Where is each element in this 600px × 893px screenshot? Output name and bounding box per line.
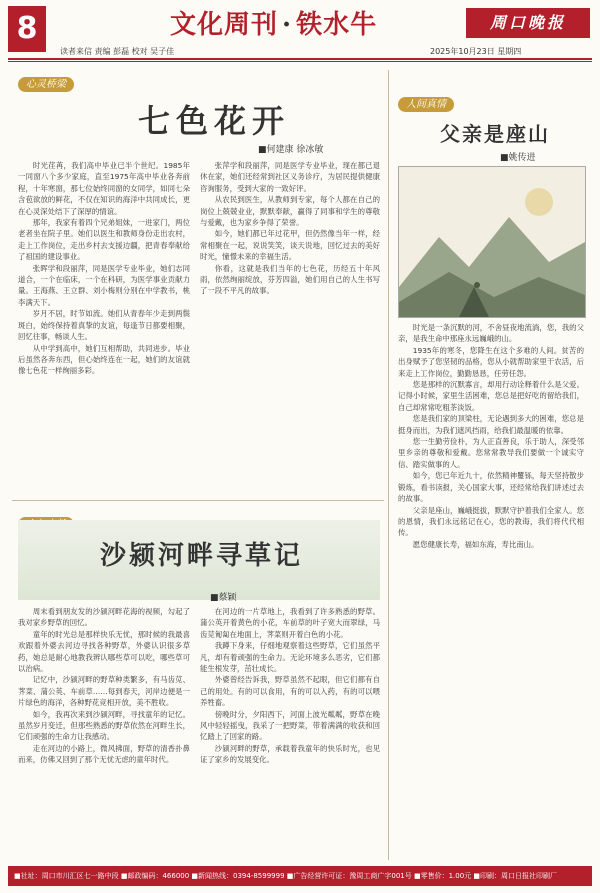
header-rule-thin (8, 61, 592, 62)
paper-logo: 周口晚报 (466, 8, 590, 38)
article1-p6: 张萍学和段丽萍，同是医学专业毕业，现在都已退休在家，她们还经常到社区义务诊疗，为居民提供健康咨询服务，受到大家的一致好评。 (200, 161, 380, 193)
page-number: 8 (8, 6, 46, 52)
article2-byline: ■蔡颖 (210, 593, 237, 603)
article2-p6: 在河边的一片草地上，我看到了许多熟悉的野草。蒲公英开着黄色的小花，车前草的叶子宽大而翠绿，马齿苋匍匐在地面上，荠菜则开着白色的小花。 (200, 607, 380, 639)
article3-tag (398, 92, 454, 111)
article2-p10: 沙颍河畔的野草，承载着我童年的快乐时光，也见证了家乡的发展变化。 (200, 743, 380, 765)
article1-p1: 时光荏苒，我们高中毕业已半个世纪。1985年一同窗八个多少家庭，直至1975年高中毕业各奔前程，十年寒窗，那七位始终同窗的女同学，如同七朵含苞欲放的鲜花，不仅在知识的海洋中共同成长，更在心灵深处结下了深厚的情谊。 (18, 161, 190, 216)
column-divider (388, 70, 389, 860)
article3-body (398, 322, 584, 862)
article1-body-col2 (200, 160, 380, 495)
article1-p3: 张晖学和段丽萍，同是医学专业毕业，她们志同道合，一个在临床，一个在科研，为医学事业贡献力量。王海燕、王立群、刘小梅则分别在中学教书，桃李满天下。 (18, 263, 190, 307)
article3-p5: 您一生勤劳俭朴，为人正直善良，乐于助人，深受邻里乡亲的尊敬和爱戴。您常常教导我们要做一个诚实守信、踏实做事的人。 (398, 437, 584, 469)
article3-illustration (398, 166, 586, 318)
section-title-left: 文化周刊 (170, 10, 279, 40)
mountain-illustration-icon (399, 167, 585, 317)
article3-p4: 您是我们家的顶梁柱，无论遇到多大的困难，您总是挺身而出，为我们遮风挡雨，给我们最温暖的依靠。 (398, 414, 584, 435)
article3-column-tag: 人间真情 (398, 97, 454, 112)
article1-p2: 那年，我家有着四个兄弟姐妹，一进家门，两位老者坐在院子里。她们以医生和教师身份走出农村，走上工作岗位，走出乡村去支援边疆，把青春奉献给了祖国的建设事业。 (18, 218, 190, 262)
article3-title: 父亲是座山 (440, 122, 550, 146)
article1-tag (18, 72, 74, 91)
article2-title: 沙颍河畔寻草记 (100, 541, 304, 571)
article3-p8: 愿您健康长寿，福如东海，寿比南山。 (412, 539, 539, 549)
section-title-right: 铁水牛 (296, 10, 378, 40)
footer-bar: ■社址：周口市川汇区七一路中段 ■邮政编码：466000 ■新闻热线：0394-8599999 ■广告经营许可证：豫周工商广字001号 ■零售价：1.00元 ■印刷：周口日报社印刷厂 (8, 866, 592, 886)
article3-p3: 您是那样的沉默寡言，却用行动诠释着什么是父爱。记得小时候，家里生活困难，您总是把好吃的留给我们，自己却常常吃粗茶淡饭。 (398, 380, 584, 412)
article2-p1: 周末看到朋友发的沙颍河畔花海的视频，勾起了我对家乡野草的回忆。 (18, 607, 190, 628)
editor-line: 读者来信 责编 彭磊 校对 吴子佳 (60, 47, 175, 56)
article3-p2: 1935年的寒冬，您降生在这个多难的人间。贫苦的出身赋予了您坚韧的品格，您从小就帮助家里干农活，后来走上工作岗位，勤勤恳恳，任劳任怨。 (398, 345, 584, 378)
article1-p7: 从农民到医生，从教师到专家，每个人都在自己的岗位上兢兢业业，默默奉献，赢得了同事和学生的尊敬与爱戴，也为家乡争得了荣誉。 (200, 195, 380, 228)
article3-p7: 父亲是座山，巍峨挺拔，默默守护着我们全家人。您的恩情，我们永远铭记在心，您的教诲，我们将代代相传。 (398, 505, 584, 538)
article2-body-col2 (200, 606, 380, 861)
article1-p8: 如今，她们都已年过花甲，但仍然像当年一样，经常相聚在一起，说说笑笑，谈天说地，回忆过去的美好时光，憧憬未来的幸福生活。 (200, 229, 380, 262)
article-divider (12, 500, 384, 501)
header-rule (8, 58, 592, 60)
section-title (170, 4, 377, 41)
article2-p7: 我蹲下身来，仔细地观察着这些野草，它们虽然平凡，却有着顽强的生命力。无论环境多么恶劣，它们都能生根发芽，茁壮成长。 (200, 641, 380, 674)
article2-p9: 傍晚时分，夕阳西下，河面上波光粼粼，野草在晚风中轻轻摇曳，我采了一把野菜，带着满满的收获和回忆踏上了回家的路。 (200, 709, 380, 742)
article1-body-col1 (18, 160, 190, 495)
article2-p5: 走在河边的小路上，微风拂面，野草的清香扑鼻而来，仿佛又回到了那个无忧无虑的童年时代。 (18, 743, 190, 765)
article1-column-tag: 心灵桥梁 (18, 77, 74, 92)
article1-p4: 岁月不居，时节如流。她们从青春年少走到两鬓斑白，始终保持着真挚的友谊，每逢节日都要相聚，回忆往事，畅谈人生。 (18, 309, 190, 342)
article2-p4: 如今，我再次来到沙颍河畔，寻找童年的记忆。虽然岁月变迁，但那些熟悉的野草依然在河畔生长，它们顽强的生命力让我感动。 (18, 709, 190, 742)
article3-p6: 如今，您已年近九十，依然精神矍铄，每天坚持散步锻炼，看书读报，关心国家大事，还经常给我们讲述过去的故事。 (398, 471, 584, 504)
article1-title: 七色花开 (138, 102, 291, 140)
article3-byline: ■姚传进 (500, 153, 536, 163)
section-title-dot: · (282, 10, 293, 40)
article3-p1: 时光是一条沉默的河，不舍昼夜地流淌，您，我的父亲，是我生命中那座永远巍峨的山。 (398, 323, 584, 344)
article1-p9: 你看，这就是我们当年的七色花，历经五十年风雨，依然绚丽绽放，芬芳四溢，她们用自己的人生书写了一段不平凡的故事。 (200, 263, 380, 296)
date-line: 2025年10月23日 星期四 (430, 47, 522, 56)
article1-p5: 从中学到高中，她们互相帮助，共同进步。毕业后虽然各奔东西，但心始终连在一起，她们的友谊就像七色花一样绚丽多彩。 (18, 343, 190, 376)
article2-body-col1 (18, 606, 190, 861)
article1-byline: ■何建康 徐冰敏 (258, 145, 324, 155)
article2-p2: 童年的时光总是那样快乐无忧，那时候的我最喜欢跟着外婆去河边寻找各种野草，外婆认识很多草药，她总是耐心地教我辨认哪些草可以吃，哪些草可以治病。 (18, 629, 190, 674)
article2-p8: 外婆曾经告诉我，野草虽然不起眼，但它们都有自己的用处。有的可以食用，有的可以入药，有的可以喂养牲畜。 (200, 675, 380, 708)
article2-p3: 记忆中，沙颍河畔的野草种类繁多，有马齿苋、荠菜、蒲公英、车前草……每到春天，河岸边便是一片绿色的海洋，各种野花竞相开放，美不胜收。 (18, 675, 190, 708)
